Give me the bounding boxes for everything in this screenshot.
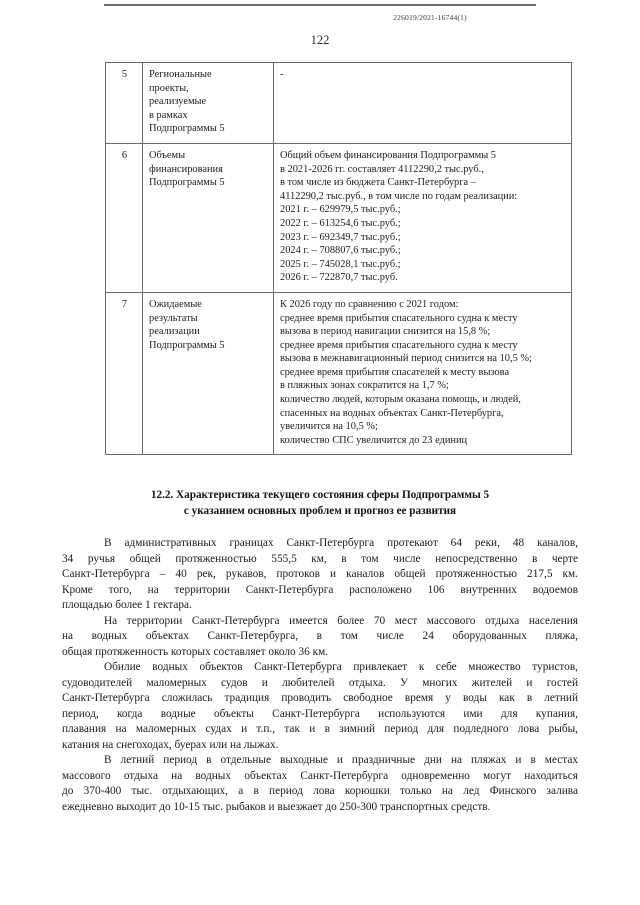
page-number: 122 [310,33,330,47]
body-text [62,536,578,815]
table-row [106,63,572,144]
row-content: - [274,63,572,144]
row-number: 5 [106,63,143,144]
paragraph: На территории Санкт-Петербурга имеется более 70 мест массового отдыха населения на водных объектах Санкт-Петербурга, в том числе 24 оборудованных пляжа, общая протяженность которых составляет около 36 км. [62,614,578,658]
registration-code: 226019/2021-16744(1) [393,13,467,22]
section-heading: 12.2. Характеристика текущего состояния сферы Подпрограммы 5 с указанием основных проблем и прогноз ее развития [150,489,490,517]
table-row [106,292,572,455]
subprogram-parameters-table [105,62,572,455]
row-label: Ожидаемые результаты реализации Подпрограммы 5 [143,292,274,455]
row-content: К 2026 году по сравнению с 2021 годом: среднее время прибытия спасательного судна к месту вызова в период навигации снизится на 15,8 %; среднее время прибытия спасательного судна к месту вызова в межнавигационный период снизится на 10,5 %; среднее время прибытия спасателей к месту вызова в пляжных зонах сократится на 1,7 %; количество людей, которым оказана помощь, и людей, спасенных на водных объектах Санкт-Петербурга, увеличится на 10,5 %; количество СПС увеличится до 23 единиц [274,292,572,455]
paragraph: Обилие водных объектов Санкт-Петербурга привлекает к себе множество туристов, судоводителей маломерных судов и любителей отдыха. У многих жителей и гостей Санкт-Петербурга сложилась традиция проводить свободное время у воды как в летний период, когда водные объекты Санкт-Петербурга используются ими для купания, плавания на маломерных судах и т.п., так и в зимний период для подледного лова рыбы, катания на снегоходах, буерах или на лыжах. [62,661,578,751]
table-row [106,143,572,292]
paragraph: В летний период в отдельные выходные и праздничные дни на пляжах и в местах массового отдыха на водных объектах Санкт-Петербурга одновременно могут находиться до 370-400 тыс. отдыхающих, а в период лова корюшки только на лед Финского залива ежедневно выходит до 10-15 тыс. рыбаков и выезжает до 250-300 транспортных средств. [62,754,578,813]
row-content: Общий объем финансирования Подпрограммы 5 в 2021-2026 гг. составляет 4112290,2 тыс.руб., в том числе из бюджета Санкт-Петербурга – 4112290,2 тыс.руб., в том числе по годам реализации: 2021 г. – 629979,5 тыс.руб.; 2022 г. – 613254,6 тыс.руб.; 2023 г. – 692349,7 тыс.руб.; 2024 г. – 708807,6 тыс.руб.; 2025 г. – 745028,1 тыс.руб.; 2026 г. – 722870,7 тыс.руб. [274,143,572,292]
row-number: 7 [106,292,143,455]
row-number: 6 [106,143,143,292]
row-label: Региональные проекты, реализуемые в рамках Подпрограммы 5 [143,63,274,144]
paragraph: В административных границах Санкт-Петербурга протекают 64 реки, 48 каналов, 34 ручья общей протяженностью 555,5 км, в том числе непосредственно в черте Санкт-Петербурга – 40 рек, рукавов, протоков и каналов общей протяженностью 217,5 км. Кроме того, на территории Санкт-Петербурга расположено 106 внутренних водоемов площадью более 1 гектара. [62,537,578,611]
row-label: Объемы финансирования Подпрограммы 5 [143,143,274,292]
registration-stamp-rule [104,4,536,6]
table-body [106,63,572,455]
